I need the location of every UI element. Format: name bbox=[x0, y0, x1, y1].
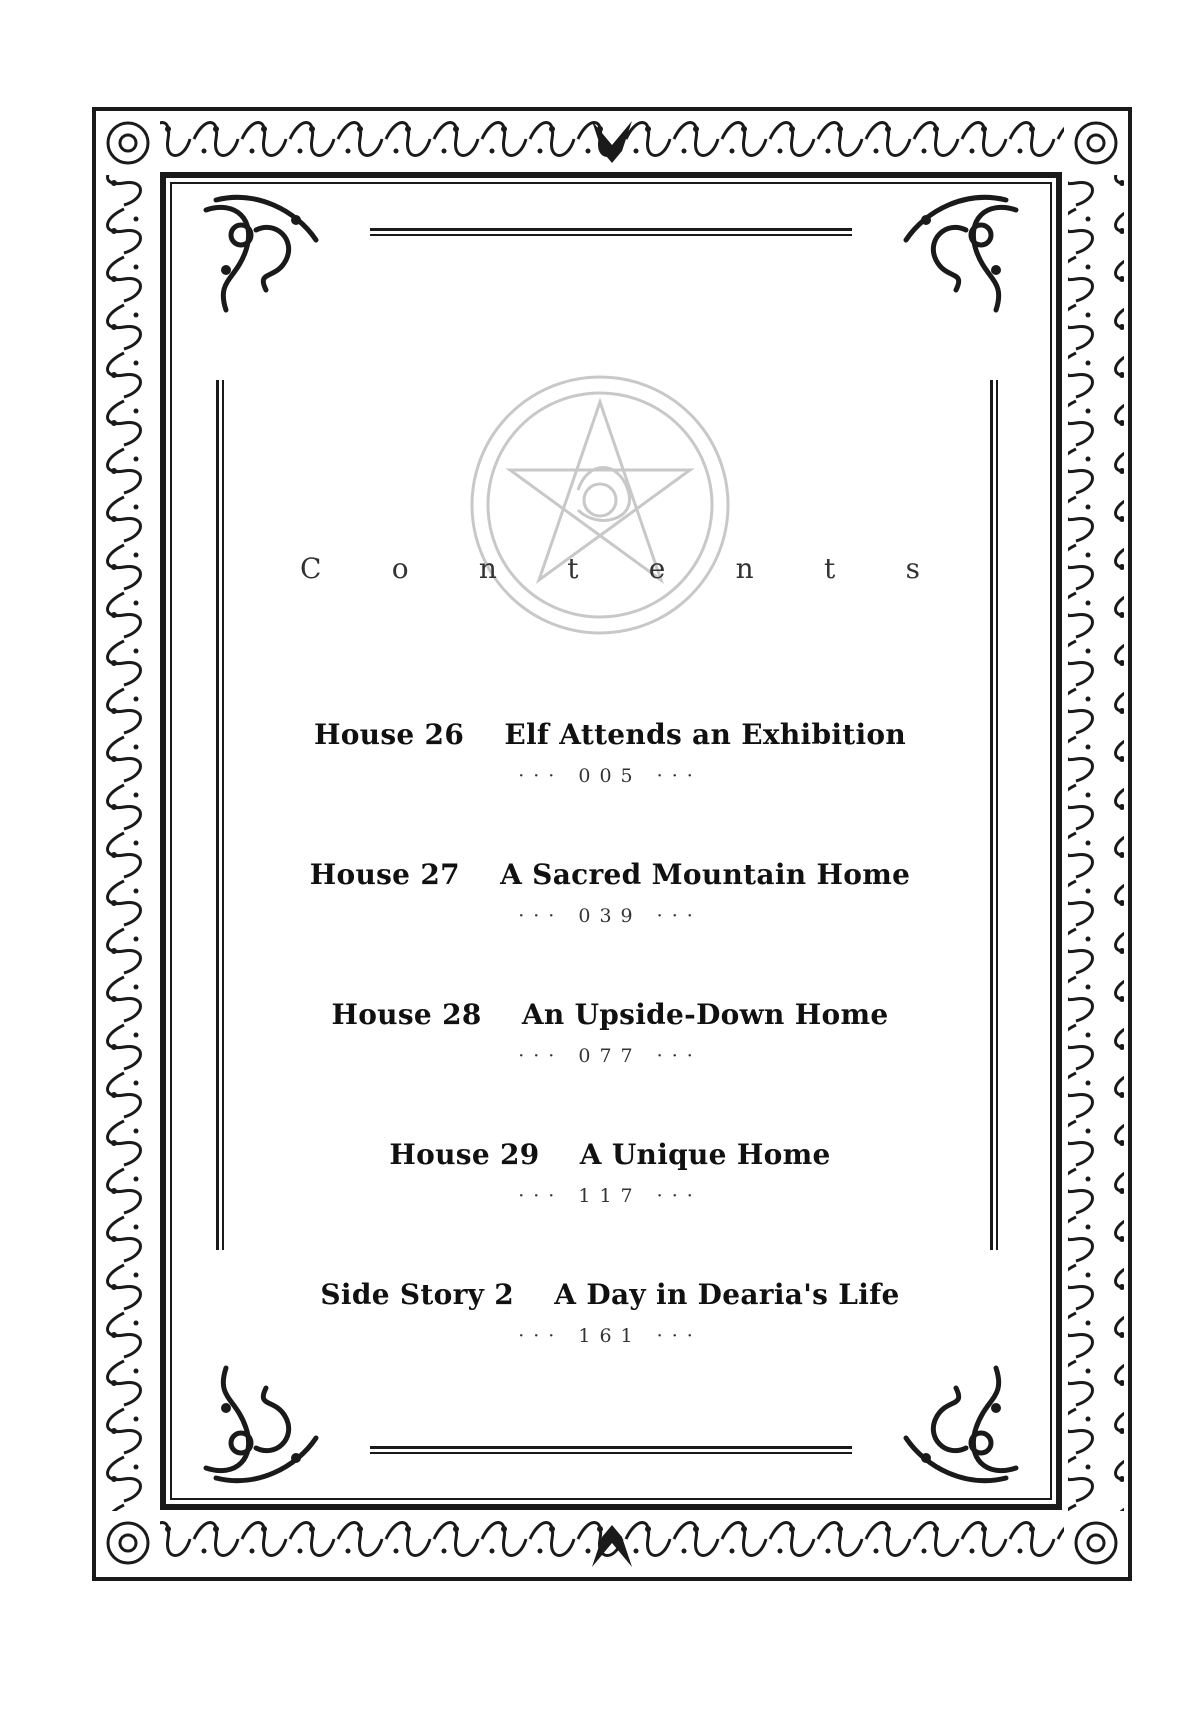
title-letter: n bbox=[735, 552, 754, 585]
chapter-title: Elf Attends an Exhibition bbox=[504, 718, 907, 751]
toc-heading bbox=[240, 858, 980, 891]
title-letter: t bbox=[567, 552, 579, 585]
floral-scroll-icon bbox=[196, 190, 346, 340]
title-letter: e bbox=[648, 552, 666, 585]
page-number: 117 bbox=[578, 1185, 642, 1207]
toc-page: ··· 039 ··· bbox=[518, 905, 702, 927]
pentagram-seal-icon bbox=[468, 360, 732, 650]
title-letter: o bbox=[391, 552, 409, 585]
table-of-contents bbox=[240, 718, 980, 1418]
floral-scroll-icon bbox=[876, 190, 1026, 340]
left-rule bbox=[216, 380, 224, 1250]
toc-heading bbox=[240, 1138, 980, 1171]
chapter-label: House 26 bbox=[313, 718, 465, 751]
toc-heading bbox=[240, 1278, 980, 1311]
page-number: 039 bbox=[578, 905, 642, 927]
toc-entry[interactable] bbox=[240, 1138, 980, 1278]
title-letter: C bbox=[300, 552, 322, 585]
title-letter: t bbox=[824, 552, 836, 585]
toc-entry[interactable] bbox=[240, 1278, 980, 1418]
chapter-title: A Unique Home bbox=[579, 1138, 831, 1171]
chapter-title: An Upside-Down Home bbox=[521, 998, 889, 1031]
title-letter: n bbox=[478, 552, 497, 585]
toc-heading bbox=[240, 998, 980, 1031]
page-number: 161 bbox=[578, 1325, 642, 1347]
toc-entry[interactable] bbox=[240, 718, 980, 858]
toc-page: ··· 077 ··· bbox=[518, 1045, 702, 1067]
chapter-label: House 27 bbox=[309, 858, 460, 891]
title-letter: s bbox=[905, 552, 920, 585]
toc-page: ··· 161 ··· bbox=[518, 1325, 702, 1347]
chapter-label: House 28 bbox=[331, 998, 482, 1031]
toc-page: ··· 117 ··· bbox=[518, 1185, 702, 1207]
page-number: 077 bbox=[578, 1045, 642, 1067]
toc-entry[interactable] bbox=[240, 858, 980, 998]
page-number: 005 bbox=[578, 765, 642, 787]
top-rule bbox=[370, 228, 852, 236]
chapter-title: A Sacred Mountain Home bbox=[500, 858, 911, 891]
right-rule bbox=[990, 380, 998, 1250]
contents-title bbox=[300, 552, 920, 585]
bottom-rule bbox=[370, 1446, 852, 1454]
toc-entry[interactable] bbox=[240, 998, 980, 1138]
chapter-label: Side Story 2 bbox=[320, 1278, 515, 1311]
toc-page: ··· 005 ··· bbox=[518, 765, 702, 787]
chapter-label: House 29 bbox=[389, 1138, 540, 1171]
chapter-title: A Day in Dearia's Life bbox=[554, 1278, 900, 1311]
toc-heading bbox=[240, 718, 980, 751]
